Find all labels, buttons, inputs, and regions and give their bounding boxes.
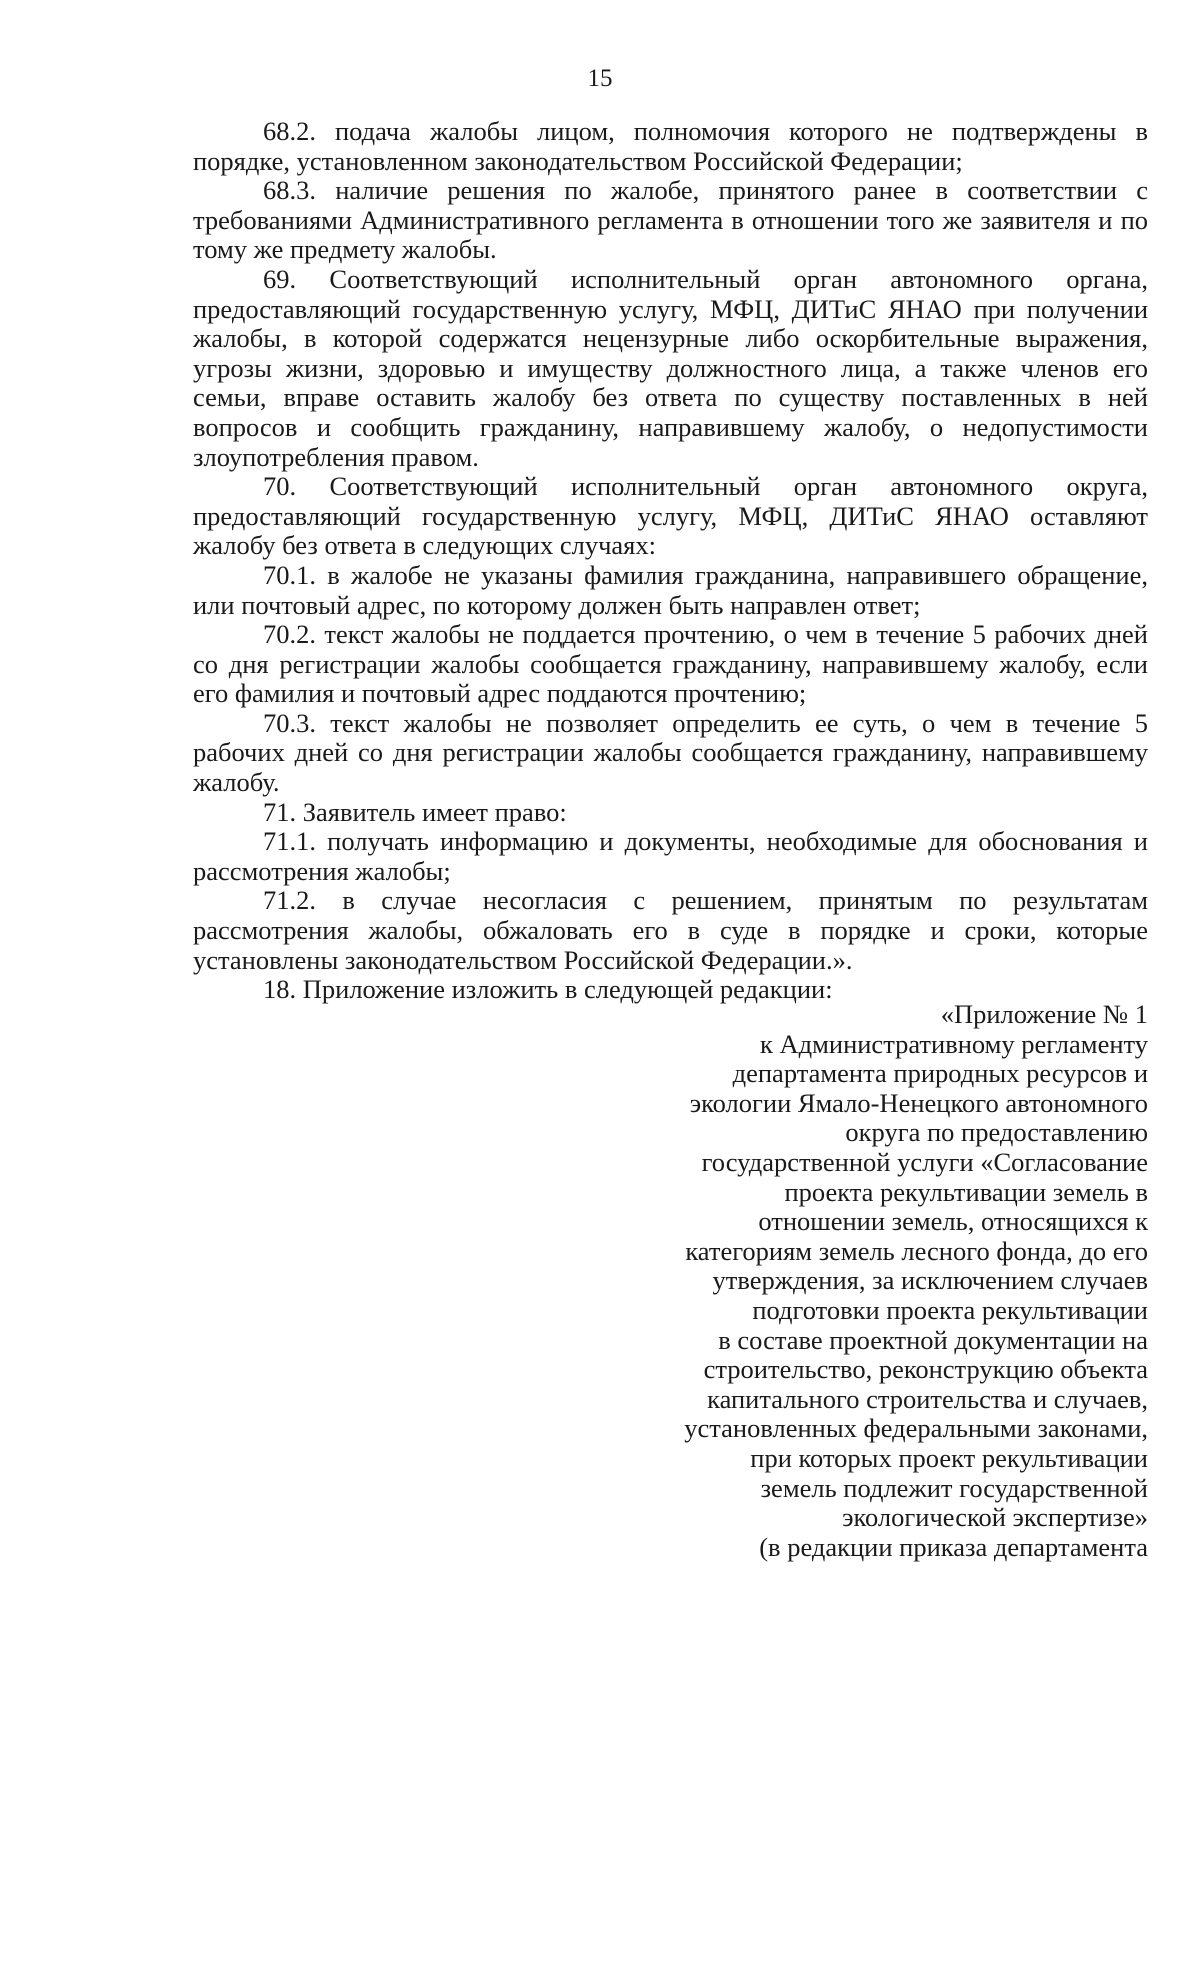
appendix-line: при которых проект рекультивации <box>750 1442 1148 1473</box>
paragraph-70-2: 70.2. текст жалобы не поддается прочтению, о чем в течение 5 рабочих дней со дня регистрации жалобы сообщается гражданину, направившему жалобу, если его фамилия и почтовый адрес поддаются прочтению; <box>193 619 1148 709</box>
paragraph-18: 18. Приложение изложить в следующей редакции: <box>263 974 833 1005</box>
appendix-line: утверждения, за исключением случаев <box>712 1265 1148 1296</box>
appendix-line: строительство, реконструкцию объекта <box>703 1354 1148 1385</box>
paragraph-69: 69. Соответствующий исполнительный орган автономного органа, предоставляющий государственную услугу, МФЦ, ДИТиС ЯНАО при получении жалобы, в которой содержатся нецензурные либо оскорбительные выражения, угрозы жизни, здоровью и имуществу должностного лица, а также членов его семьи, вправе оставить жалобу без ответа по существу поставленных в ней вопросов и сообщить гражданину, направившему жалобу, о недопустимости злоупотребления правом. <box>193 263 1148 472</box>
appendix-line: округа по предоставлению <box>845 1117 1148 1148</box>
paragraph-68-2: 68.2. подача жалобы лицом, полномочия которого не подтверждены в порядке, установленном законодательством Российской Федерации; <box>193 116 1148 176</box>
paragraph-68-3: 68.3. наличие решения по жалобе, принятого ранее в соответствии с требованиями Административного регламента в отношении того же заявителя и по тому же предмету жалобы. <box>193 175 1148 265</box>
appendix-line: категориям земель лесного фонда, до его <box>685 1235 1148 1266</box>
appendix-line: департамента природных ресурсов и <box>732 1058 1148 1089</box>
appendix-line: подготовки проекта рекультивации <box>752 1294 1148 1325</box>
appendix-line: к Административному регламенту <box>760 1028 1148 1059</box>
appendix-line: (в редакции приказа департамента <box>759 1531 1148 1562</box>
appendix-line: отношении земель, относящихся к <box>758 1206 1148 1237</box>
document-body <box>193 117 1148 1005</box>
appendix-line: «Приложение № 1 <box>940 999 1148 1029</box>
appendix-line: установленных федеральными законами, <box>684 1413 1148 1444</box>
appendix-line: капитального строительства и случаев, <box>707 1383 1148 1414</box>
appendix-header <box>588 1000 1148 1562</box>
appendix-line: государственной услуги «Согласование <box>701 1146 1148 1177</box>
paragraph-71-2: 71.2. в случае несогласия с решением, принятым по результатам рассмотрения жалобы, обжаловать его в суде в порядке и сроки, которые установлены законодательством Российской Федерации.». <box>193 885 1148 975</box>
appendix-line: в составе проектной документации на <box>718 1324 1148 1355</box>
paragraph-70-1: 70.1. в жалобе не указаны фамилия гражданина, направившего обращение, или почтовый адрес, по которому должен быть направлен ответ; <box>193 559 1148 620</box>
appendix-line: проекта рекультивации земель в <box>784 1176 1148 1207</box>
appendix-line: экологии Ямало-Ненецкого автономного <box>689 1087 1148 1118</box>
paragraph-71: 71. Заявитель имеет право: <box>263 796 567 827</box>
page-number: 15 <box>587 65 613 92</box>
paragraph-71-1: 71.1. получать информацию и документы, необходимые для обоснования и рассмотрения жалобы; <box>193 826 1148 886</box>
paragraph-70: 70. Соответствующий исполнительный орган автономного округа, предоставляющий государственную услугу, МФЦ, ДИТиС ЯНАО оставляют жалобу без ответа в следующих случаях: <box>193 471 1148 561</box>
paragraph-70-3: 70.3. текст жалобы не позволяет определить ее суть, о чем в течение 5 рабочих дней со дня регистрации жалобы сообщается гражданину, направившему жалобу. <box>193 707 1148 798</box>
appendix-line: земель подлежит государственной <box>760 1472 1148 1503</box>
appendix-line: экологической экспертизе» <box>842 1502 1148 1533</box>
